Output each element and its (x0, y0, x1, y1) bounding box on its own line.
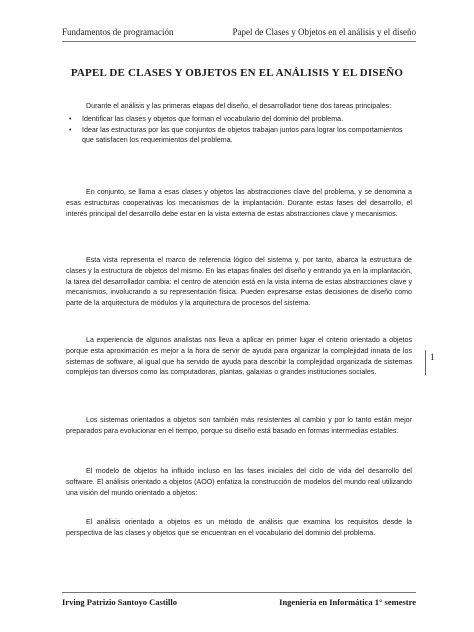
bullet-icon: • (69, 114, 72, 123)
header-topic: Papel de Clases y Objetos en el análisis y el diseño (232, 27, 416, 37)
paragraph-block (66, 415, 412, 437)
header-course: Fundamentos de programación (62, 27, 174, 37)
intro-block (66, 101, 412, 146)
paragraph-block (66, 466, 412, 498)
body-paragraph: Esta vista representa el marco de referencia lógico del sistema y, por tanto, abarca la estructura de clases y la estructura de objetos del mismo. En las etapas finales del diseño y entrando ya en la implantación, la tarea del desarrollador cambia: el centro de atención está en la vista interna de estas abstracciones clave y mecanismos, involucrando a su representación física. Pueden expresarse estas decisiones de diseño como parte de la arquitectura de módulos y la arquitectura de procesos del sistema. (66, 256, 412, 308)
body-paragraph: Los sistemas orientados a objetos son también más resistentes al cambio y por lo tanto están mejor preparados para evolucionar en el tiempo, porque su diseño está basado en formas intermedias estables. (66, 416, 412, 435)
list-item-text: Identificar las clases y objetos que forman el vocabulario del dominio del problema. (82, 114, 344, 123)
header-divider (62, 41, 416, 42)
footer-program: Ingeniería en Informática 1° semestre (279, 597, 416, 607)
paragraph-block (66, 335, 412, 378)
footer-author: Irving Patrizio Santoyo Castillo (62, 597, 177, 607)
footer-divider (62, 592, 416, 593)
bullet-icon: • (69, 125, 72, 134)
list-item-text: Idear las estructuras por las que conjuntos de objetos trabajan juntos para lograr los comportamientos que satisfacen los requerimientos del problema. (82, 125, 403, 145)
intro-paragraph: Durante el análisis y las primeras etapas del diseño, el desarrollador tiene dos tareas principales: (86, 102, 392, 110)
list-item (66, 114, 412, 125)
body-paragraph: La experiencia de algunos analistas nos lleva a aplicar en primer lugar el criterio orientado a objetos porque esta aproximación es mejor a la hora de servir de ayuda para organizar la complejidad innata de los sistemas de software, al igual que ha servido de ayuda para describir la complejidad organizada de sistemas complejos tan diversos como las computadoras, plantas, galaxias o grandes instituciones sociales. (66, 336, 412, 377)
document-title: PAPEL DE CLASES Y OBJETOS EN EL ANÁLISIS Y EL DISEÑO (70, 67, 404, 79)
body-paragraph: El modelo de objetos ha influido incluso en las fases iniciales del ciclo de vida del desarrollo del software. El análisis orientado a objetos (AOO) enfatiza la construcción de modelos del mundo real utilizando una visión del mundo orientado a objetos: (66, 467, 412, 497)
page-number-rule (425, 350, 427, 375)
page-header (62, 27, 416, 37)
paragraph-block (66, 187, 412, 219)
task-list (66, 114, 412, 146)
list-item (66, 125, 412, 147)
page-number: 1 (430, 352, 435, 362)
body-paragraph: En conjunto, se llama a esas clases y objetos las abstracciones clave del problema, y se denomina a esas estructuras cooperativas los mecanismos de la implantación. Durante estas fases del desarrollo, el interés principal del desarrollo debe estar en la vista externa de estas abstracciones clave y mecanismos. (66, 188, 412, 218)
paragraph-block (66, 255, 412, 309)
page-footer (62, 597, 416, 607)
paragraph-block (66, 517, 412, 539)
body-paragraph: El análisis orientado a objetos es un método de análisis que examina los requisitos desde la perspectiva de las clases y objetos que se encuentran en el vocabulario del dominio del problema. (66, 518, 412, 537)
